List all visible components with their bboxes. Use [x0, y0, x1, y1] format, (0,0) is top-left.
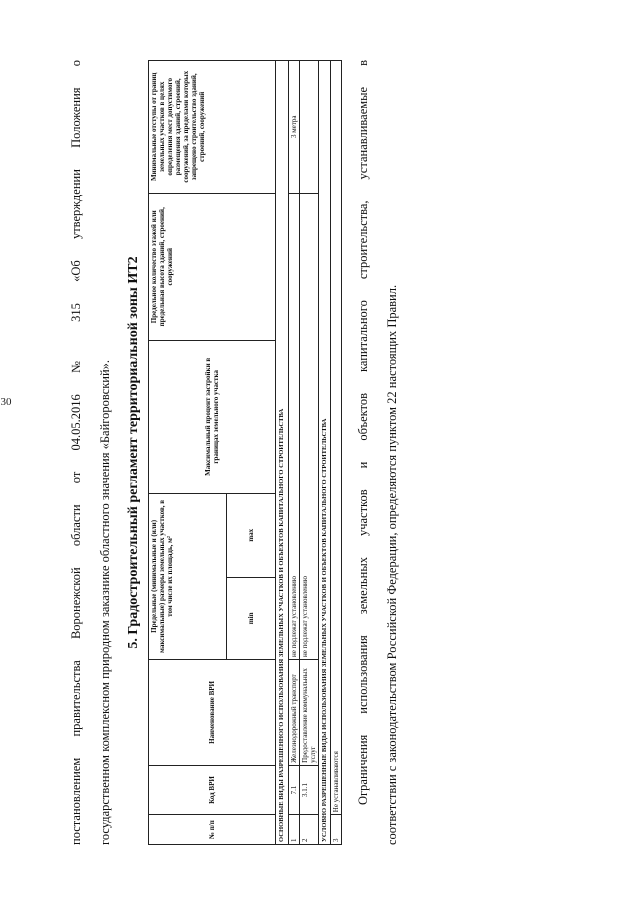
row-name: Железнодорожный транспорт: [288, 660, 299, 766]
header-size-min: min: [227, 577, 276, 659]
landscape-page-content: [62, 60, 412, 845]
row-setback: 3 метра: [288, 61, 299, 194]
intro-line-2: государственном комплексном природном заказнике областного значения «Байгоровский».: [98, 359, 112, 845]
header-floors: Предельное количество этажей или предельная высота зданий, строений, сооружений: [149, 193, 276, 340]
row-num: 3: [331, 815, 342, 845]
row-setback: [299, 61, 318, 194]
section-main-uses: ОСНОВНЫЕ ВИДЫ РАЗРЕШЕННОГО ИСПОЛЬЗОВАНИЯ ЗЕМЕЛЬНЫХ УЧАСТКОВ И ОБЪЕКТОВ КАПИТАЛЬНОГО СТРОИТЕЛЬСТВА: [276, 61, 289, 845]
row-num: 1: [288, 815, 299, 845]
row-size-note: не подлежат установлению: [299, 193, 318, 659]
row-code: 7.1: [288, 765, 299, 814]
footer-line-2: соответствии с законодательством Российской Федерации, определяются пунктом 22 настоящих Правил.: [385, 284, 400, 845]
section-title: 5. Градостроительный регламент территориальной зоны ИТ2: [126, 256, 141, 649]
row-conditional-text: Не устанавливаются: [331, 61, 342, 815]
intro-paragraph: [62, 60, 120, 845]
header-size-max: max: [227, 493, 276, 577]
header-num: № п/п: [149, 815, 276, 845]
row-num: 2: [299, 815, 318, 845]
footer-line-1: Ограничения использования земельных участков и объектов капитального строительства, устанавливаемые в: [356, 60, 371, 805]
page-number: 30: [0, 396, 12, 408]
row-size-note: не подлежат установлению: [288, 193, 299, 659]
header-setback: Минимальные отступы от границ земельных участков в целях определения мест допустимого размещения зданий, строений, сооружений, за пределами которых запрещено строительство зданий, строений, сооружений: [149, 61, 276, 194]
table-row: [299, 61, 318, 845]
header-plot-size: Предельные (минимальные и (или) максимальные) размеры земельных участков, в том числе их площадь, м²: [149, 493, 227, 659]
header-coverage: Максимальный процент застройки в границах земельного участка: [149, 340, 276, 493]
table-row: [288, 61, 299, 845]
header-name: Наименование ВРИ: [149, 660, 276, 766]
section-conditional-uses: УСЛОВНО РАЗРЕШЕННЫЕ ВИДЫ ИСПОЛЬЗОВАНИЯ ЗЕМЕЛЬНЫХ УЧАСТКОВ И ОБЪЕКТОВ КАПИТАЛЬНОГО СТРОИТЕЛЬСТВА: [318, 61, 331, 845]
footer-paragraph: [349, 60, 407, 845]
table-row: [331, 61, 342, 845]
regulation-table: [148, 60, 342, 845]
header-code: Код ВРИ: [149, 765, 276, 814]
row-code: 3.1.1: [299, 765, 318, 814]
row-name: Предоставление коммунальных услуг: [299, 660, 318, 766]
intro-line-1: постановлением правительства Воронежской области от 04.05.2016 № 315 «Об утверждении Положения о: [69, 60, 83, 845]
